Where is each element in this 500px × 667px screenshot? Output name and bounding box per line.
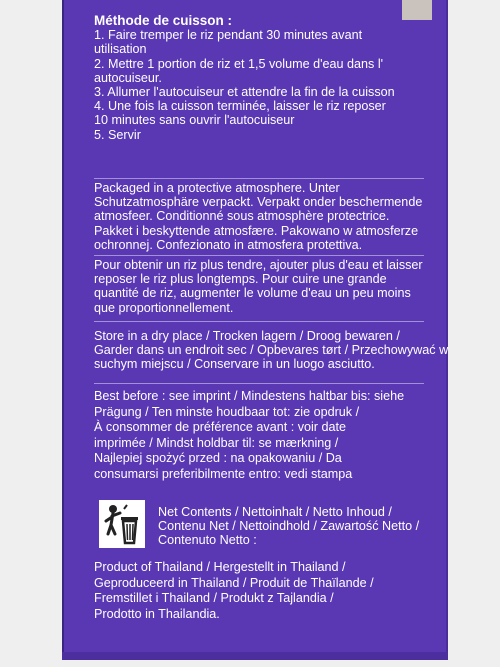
divider [94,255,424,256]
storage-line: suchym miejscu / Conservare in un luogo asciutto. [94,357,375,372]
storage-section [94,329,449,372]
origin-line: Product of Thailand / Hergestellt in Thailand / [94,560,346,574]
best-before-line: Najlepiej spożyć przed : na opakowaniu / Da [94,451,342,466]
packaging-line: atmosfeer. Conditionné sous atmosphère protectrice. [94,209,390,224]
origin-line: Fremstillet i Thailand / Produkt z Tajlandia / [94,591,334,606]
tip-line: quantité de riz, augmenter le volume d'eau un peu moins [94,286,411,301]
best-before-section [94,389,434,483]
cooking-line: 5. Servir [94,127,141,142]
cooking-line: 2. Mettre 1 portion de riz et 1,5 volume d'eau dans l' [94,56,384,71]
tip-section [94,258,434,315]
cooking-line: autocuiseur. [94,70,162,85]
packaging-line: ochronnej. Confezionato in atmosfera protettiva. [94,237,363,252]
storage-line: Garder dans un endroit sec / Opbevares tørt / Przechowywać w [94,343,449,358]
packaging-section [94,181,434,252]
net-contents-line: Contenu Net / Nettoindhold / Zawartość Netto / [158,519,420,534]
cooking-line: 3. Allumer l'autocuiseur et attendre la fin de la cuisson [94,85,395,100]
best-before-line: imprimée / Mindst holdbar til: se mærkning / [94,435,339,450]
best-before-line: À consommer de préférence avant : voir date [94,420,347,435]
cooking-line: 1. Faire tremper le riz pendant 30 minutes avant [94,28,363,43]
best-before-line: Best before : see imprint / Mindestens haltbar bis: siehe [94,389,405,403]
tip-line: Pour obtenir un riz plus tendre, ajouter plus d'eau et laisser [94,258,423,272]
divider [94,383,424,384]
cooking-line: 4. Une fois la cuisson terminée, laisser le riz reposer [94,99,386,114]
best-before-line: Prägung / Ten minste houdbaar tot: zie opdruk / [94,404,360,419]
net-contents-section [158,505,428,548]
cooking-method-title: Méthode de cuisson : [94,13,233,28]
origin-section [94,560,434,622]
cooking-method-section [94,14,434,142]
box-bottom-edge [62,652,448,660]
cooking-line: utilisation [94,42,147,57]
tidyman-bin-icon [99,500,145,548]
best-before-line: consumarsi preferibilmente entro: vedi stampa [94,466,353,481]
divider [94,321,424,322]
tip-line: reposer le riz plus longtemps. Pour cuire une grande [94,272,387,287]
divider [94,178,424,179]
origin-line: Geproduceerd in Thailand / Produit de Thaïlande / [94,575,374,590]
net-contents-line: Net Contents / Nettoinhalt / Netto Inhoud / [158,505,392,519]
net-contents-line: Contenuto Netto : [158,533,257,548]
origin-line: Prodotto in Thailandia. [94,606,220,621]
storage-line: Store in a dry place / Trocken lagern / Droog bewaren / [94,329,400,343]
cooking-line: 10 minutes sans ouvrir l'autocuiseur [94,113,295,128]
packaging-line: Packaged in a protective atmosphere. Unter [94,181,340,195]
tip-line: que proportionnellement. [94,300,234,315]
packaging-line: Pakket i beskyttende atmosfære. Pakowano w atmosferze [94,223,419,238]
packaging-line: Schutzatmosphäre verpackt. Verpakt onder beschermende [94,195,423,210]
